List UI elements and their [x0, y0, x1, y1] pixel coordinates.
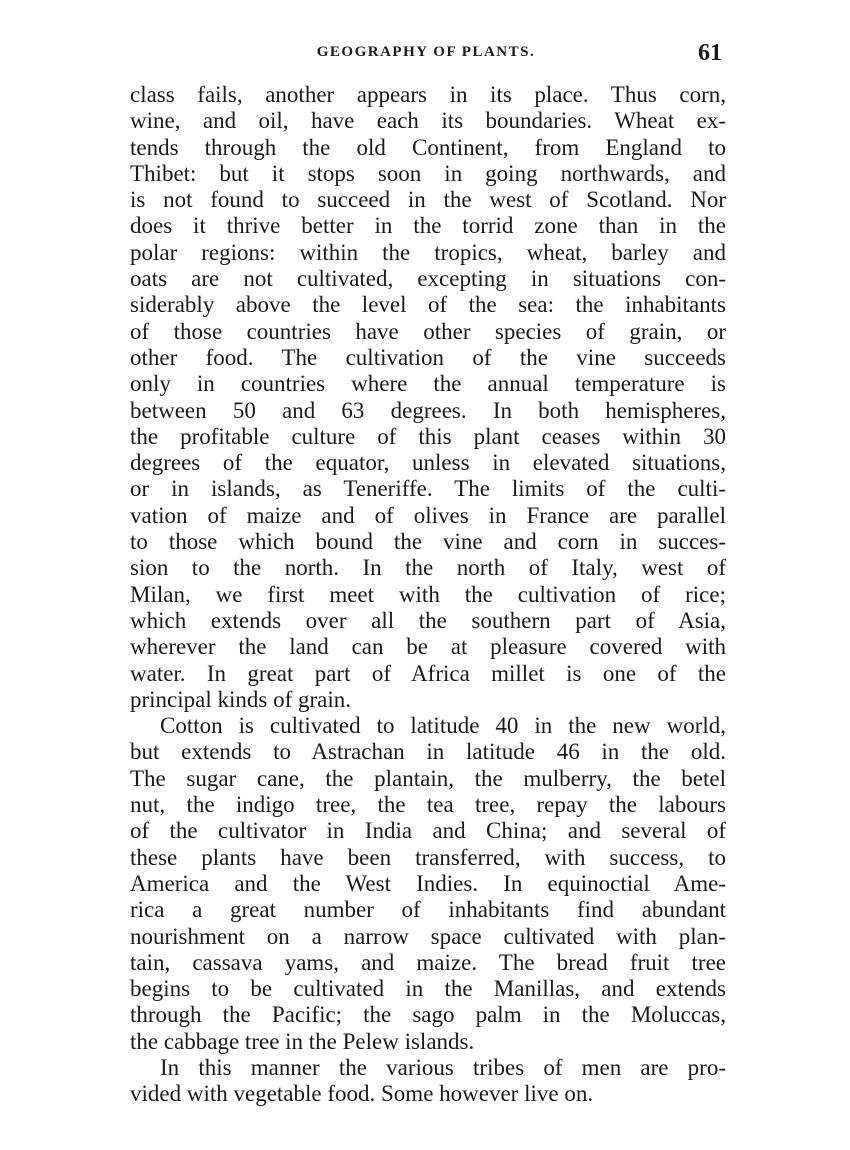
text-line: vation of maize and of olives in France are parallel	[130, 502, 726, 528]
text-line: other food. The cultivation of the vine succeeds	[130, 344, 726, 370]
text-line: Cotton is cultivated to latitude 40 in the new world,	[160, 713, 726, 739]
text-line: water. In great part of Africa millet is one of the	[130, 660, 726, 686]
paragraph	[130, 713, 726, 1055]
text-line: the cabbage tree in the Pelew islands.	[130, 1028, 475, 1054]
text-line: polar regions: within the tropics, wheat, barley and	[130, 239, 726, 265]
body-text	[130, 82, 726, 1108]
text-line: which extends over all the southern part of Asia,	[130, 607, 726, 633]
text-line: principal kinds of grain.	[130, 686, 352, 712]
text-line: class fails, another appears in its place. Thus corn,	[130, 82, 726, 107]
text-line: through the Pacific; the sago palm in the Moluccas,	[130, 1002, 726, 1028]
text-line: does it thrive better in the torrid zone than in the	[130, 213, 726, 239]
text-line: only in countries where the annual temperature is	[130, 371, 726, 397]
text-line: nut, the indigo tree, the tea tree, repay the labours	[130, 792, 726, 818]
text-line: Thibet: but it stops soon in going northwards, and	[130, 160, 726, 186]
text-line: rica a great number of inhabitants find abundant	[130, 897, 726, 923]
text-line: wine, and oil, have each its boundaries. Wheat ex-	[130, 108, 726, 134]
text-line: wherever the land can be at pleasure covered with	[130, 634, 726, 660]
running-head	[130, 40, 722, 70]
text-line: sion to the north. In the north of Italy, west of	[130, 555, 726, 581]
text-line: between 50 and 63 degrees. In both hemispheres,	[130, 397, 726, 423]
text-line: of the cultivator in India and China; and several of	[130, 818, 726, 844]
paragraph	[130, 82, 726, 713]
text-line: tain, cassava yams, and maize. The bread fruit tree	[130, 949, 726, 975]
text-line: Milan, we first meet with the cultivation of rice;	[130, 581, 726, 607]
text-line: America and the West Indies. In equinoctial Ame-	[130, 870, 726, 896]
running-head-title: GEOGRAPHY OF PLANTS.	[316, 44, 536, 60]
text-line: to those which bound the vine and corn in succes-	[130, 529, 726, 555]
text-line: nourishment on a narrow space cultivated with plan-	[130, 923, 726, 949]
page-number: 61	[698, 40, 722, 66]
text-line: the profitable culture of this plant ceases within 30	[130, 423, 726, 449]
text-line: is not found to succeed in the west of Scotland. Nor	[130, 187, 726, 213]
text-line: tends through the old Continent, from England to	[130, 134, 726, 160]
text-line: degrees of the equator, unless in elevated situations,	[130, 450, 726, 476]
text-line: siderably above the level of the sea: the inhabitants	[130, 292, 726, 318]
text-line: begins to be cultivated in the Manillas, and extends	[130, 976, 726, 1002]
text-line: but extends to Astrachan in latitude 46 in the old.	[130, 739, 726, 765]
text-line: these plants have been transferred, with success, to	[130, 844, 726, 870]
paragraph	[130, 1055, 726, 1108]
text-line: or in islands, as Teneriffe. The limits of the culti-	[130, 476, 726, 502]
text-line: The sugar cane, the plantain, the mulberry, the betel	[130, 765, 726, 791]
text-line: oats are not cultivated, excepting in situations con-	[130, 266, 726, 292]
text-line: of those countries have other species of grain, or	[130, 318, 726, 344]
text-line: In this manner the various tribes of men are pro-	[160, 1054, 726, 1080]
text-line: vided with vegetable food. Some however live on.	[130, 1081, 594, 1107]
